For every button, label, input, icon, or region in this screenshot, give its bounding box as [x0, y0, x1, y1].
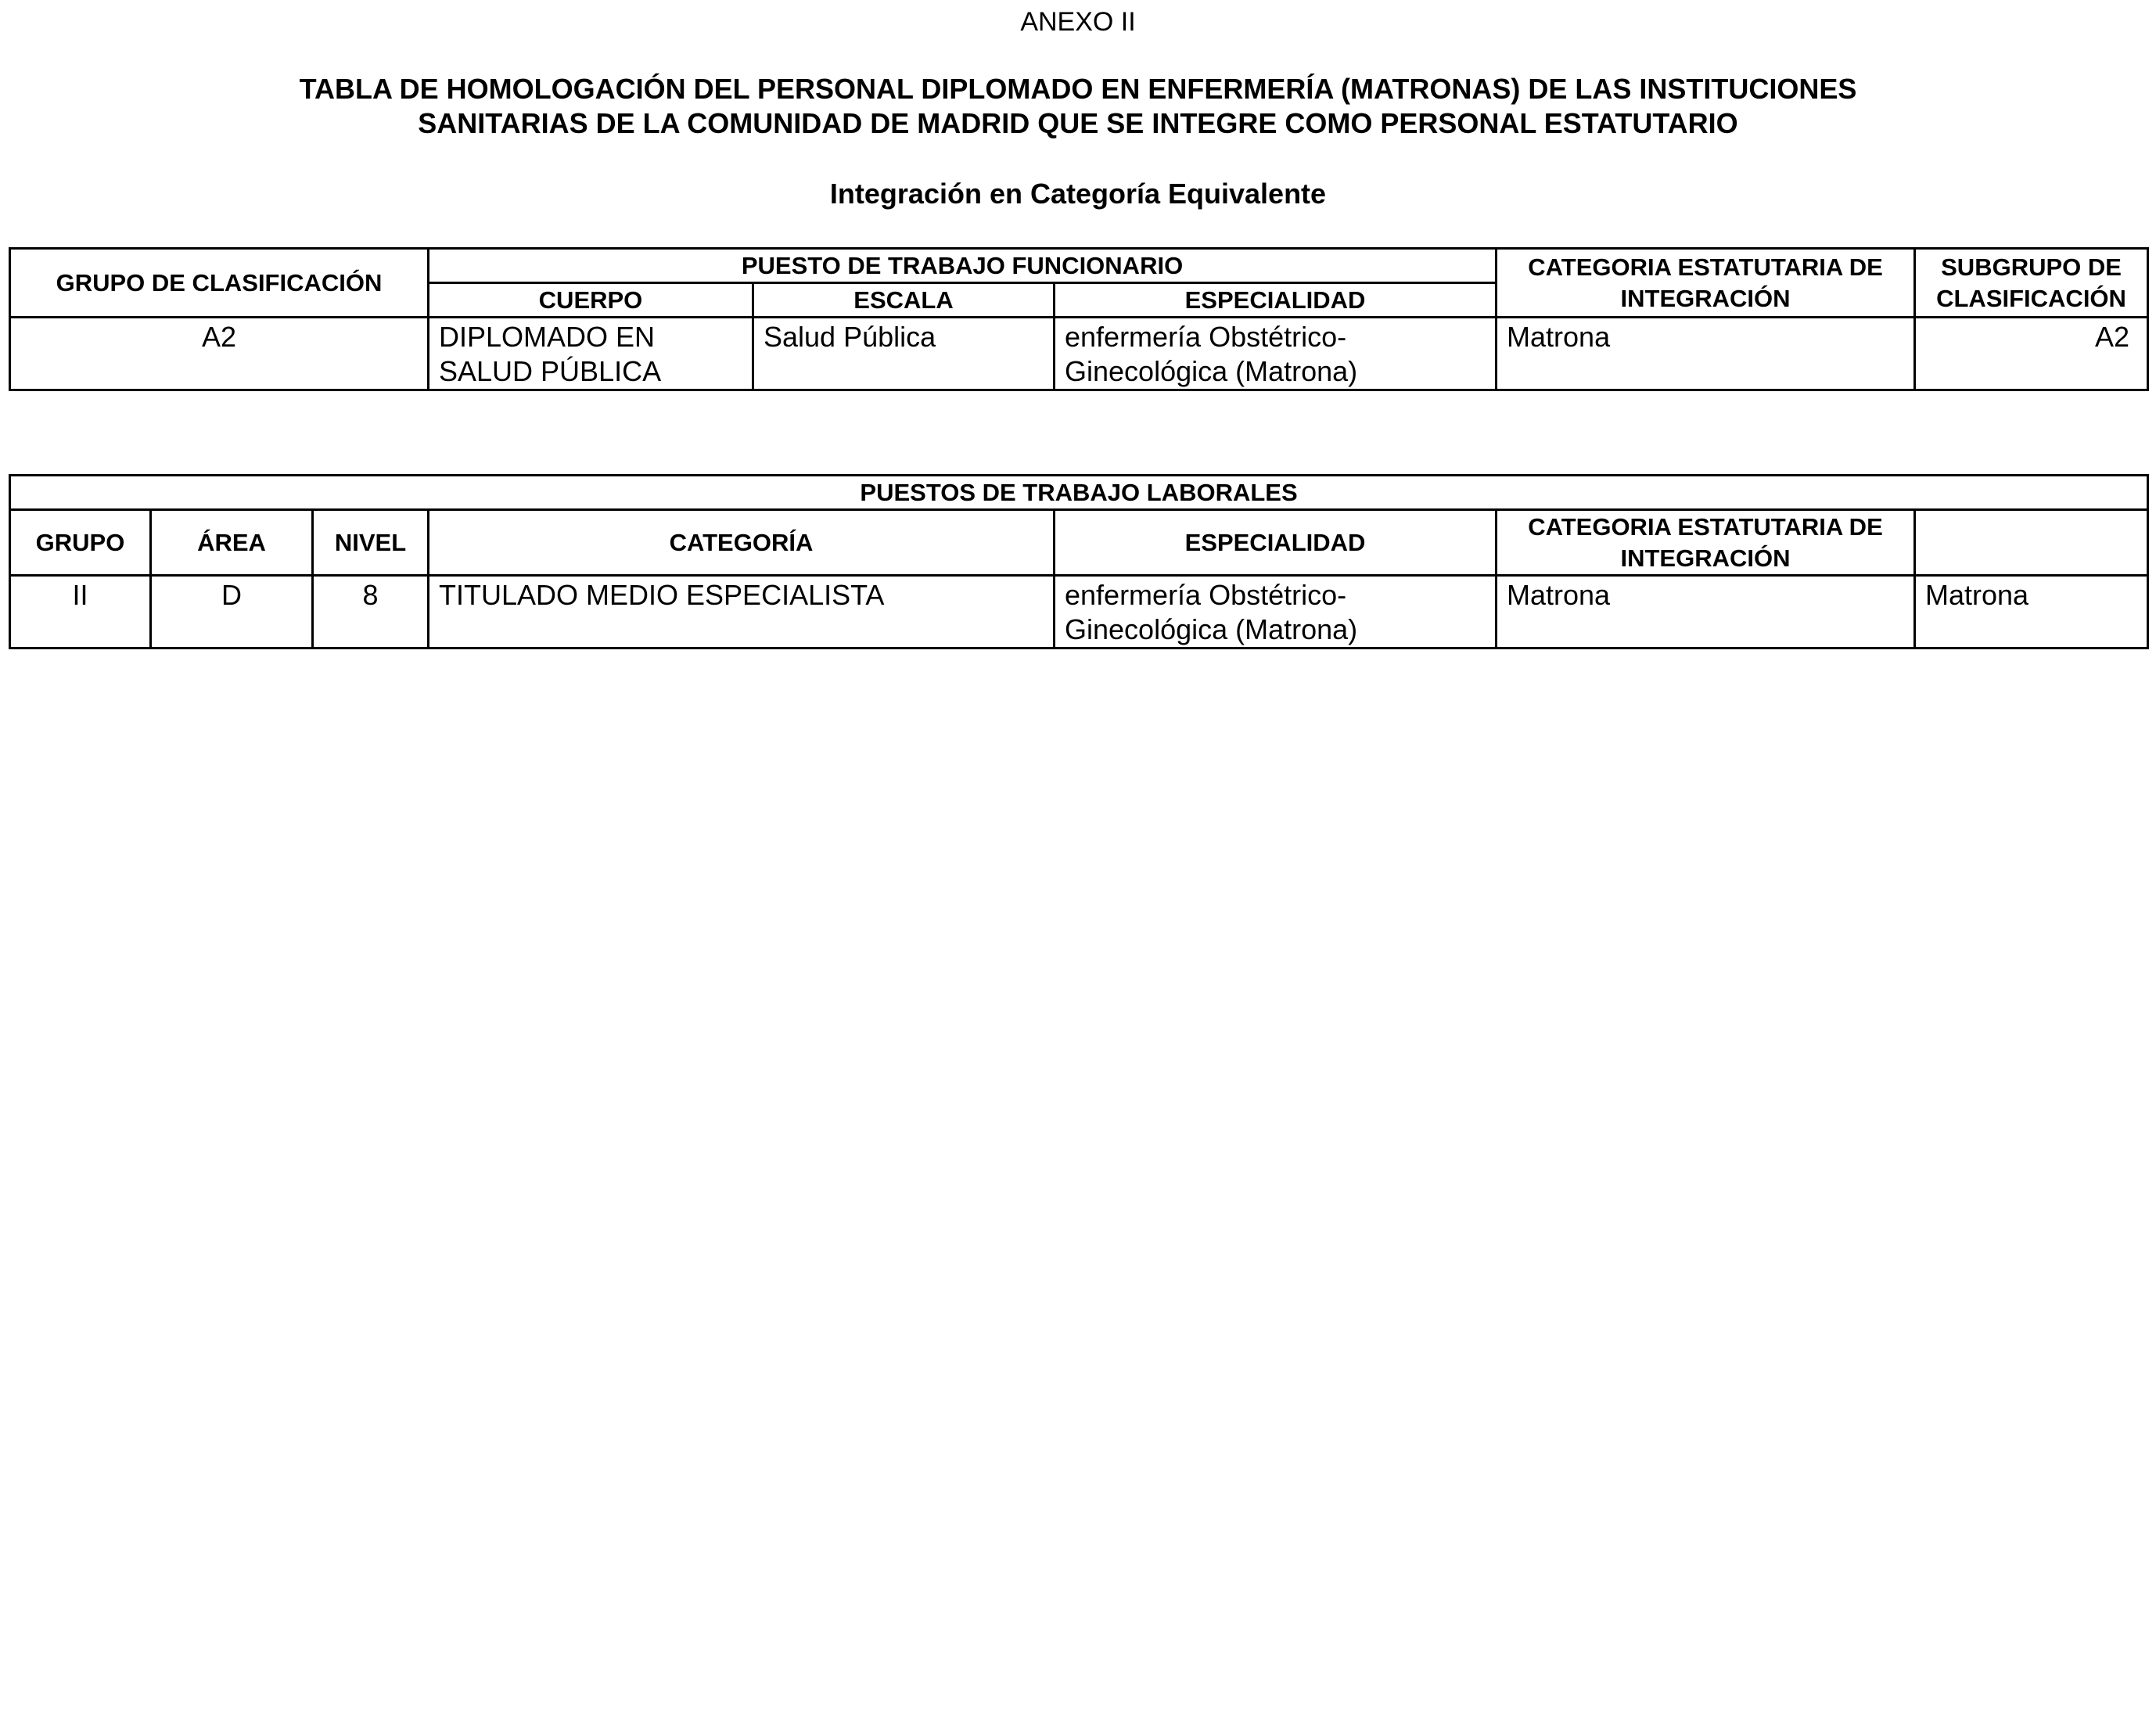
header-row	[10, 510, 2148, 576]
cell-categoria: TITULADO MEDIO ESPECIALISTA	[429, 576, 1055, 649]
cell-categoria-estatutaria: Matrona	[1497, 318, 1915, 390]
header-grupo-clasificacion: GRUPO DE CLASIFICACIÓN	[10, 249, 429, 318]
header-puestos-trabajo-laborales: PUESTOS DE TRABAJO LABORALES	[10, 476, 2148, 510]
cell-subgrupo: A2	[1915, 318, 2148, 390]
cell-especialidad-line-1: enfermería Obstétrico-	[1065, 321, 1347, 353]
header-categoria-line-2: INTEGRACIÓN	[1620, 544, 1791, 572]
header-blank	[1915, 510, 2148, 576]
table-row	[10, 318, 2148, 390]
header-categoria-line-1: CATEGORIA ESTATUTARIA DE	[1528, 512, 1883, 541]
header-especialidad: ESPECIALIDAD	[1055, 510, 1497, 576]
cell-cuerpo	[429, 318, 753, 390]
document-title-line-1: TABLA DE HOMOLOGACIÓN DEL PERSONAL DIPLOMADO EN ENFERMERÍA (MATRONAS) DE LAS INSTITUCIONES	[299, 73, 1857, 105]
cell-cuerpo-line-1: DIPLOMADO EN	[439, 321, 656, 353]
cell-especialidad	[1055, 576, 1497, 649]
cell-escala: Salud Pública	[753, 318, 1055, 390]
document-title	[0, 72, 2156, 141]
header-row	[10, 476, 2148, 510]
header-cuerpo: CUERPO	[429, 283, 753, 318]
cell-cuerpo-line-2: SALUD PÚBLICA	[439, 355, 662, 387]
header-escala: ESCALA	[753, 283, 1055, 318]
header-subgrupo-line-2: CLASIFICACIÓN	[1936, 284, 2126, 312]
header-nivel: NIVEL	[313, 510, 429, 576]
header-subgrupo-clasificacion	[1915, 249, 2148, 318]
header-grupo: GRUPO	[10, 510, 151, 576]
header-categoria-estatutaria	[1497, 249, 1915, 318]
header-categoria-line-1: CATEGORIA ESTATUTARIA DE	[1528, 253, 1883, 281]
header-puesto-trabajo-funcionario: PUESTO DE TRABAJO FUNCIONARIO	[429, 249, 1497, 283]
table-row	[10, 576, 2148, 649]
cell-especialidad-line-1: enfermería Obstétrico-	[1065, 579, 1347, 611]
annex-label: ANEXO II	[1020, 7, 1136, 37]
header-subgrupo-line-1: SUBGRUPO DE	[1941, 253, 2122, 281]
header-area: ÁREA	[151, 510, 313, 576]
cell-categoria-estatutaria: Matrona	[1497, 576, 1915, 649]
cell-grupo: A2	[10, 318, 429, 390]
funcionario-homologation-table	[9, 247, 2149, 391]
document-title-line-2: SANITARIAS DE LA COMUNIDAD DE MADRID QUE SE INTEGRE COMO PERSONAL ESTATUTARIO	[418, 107, 1738, 139]
cell-especialidad	[1055, 318, 1497, 390]
document-subtitle: Integración en Categoría Equivalente	[829, 178, 1327, 210]
header-categoria-line-2: INTEGRACIÓN	[1620, 284, 1791, 312]
cell-especialidad-line-2: Ginecológica (Matrona)	[1065, 355, 1358, 387]
cell-area: D	[151, 576, 313, 649]
header-row	[10, 249, 2148, 283]
header-especialidad: ESPECIALIDAD	[1055, 283, 1497, 318]
cell-nivel: 8	[313, 576, 429, 649]
cell-extra: Matrona	[1915, 576, 2148, 649]
header-categoria-estatutaria	[1497, 510, 1915, 576]
laborales-homologation-table	[9, 474, 2149, 649]
cell-especialidad-line-2: Ginecológica (Matrona)	[1065, 613, 1358, 645]
header-categoria: CATEGORÍA	[429, 510, 1055, 576]
cell-grupo: II	[10, 576, 151, 649]
